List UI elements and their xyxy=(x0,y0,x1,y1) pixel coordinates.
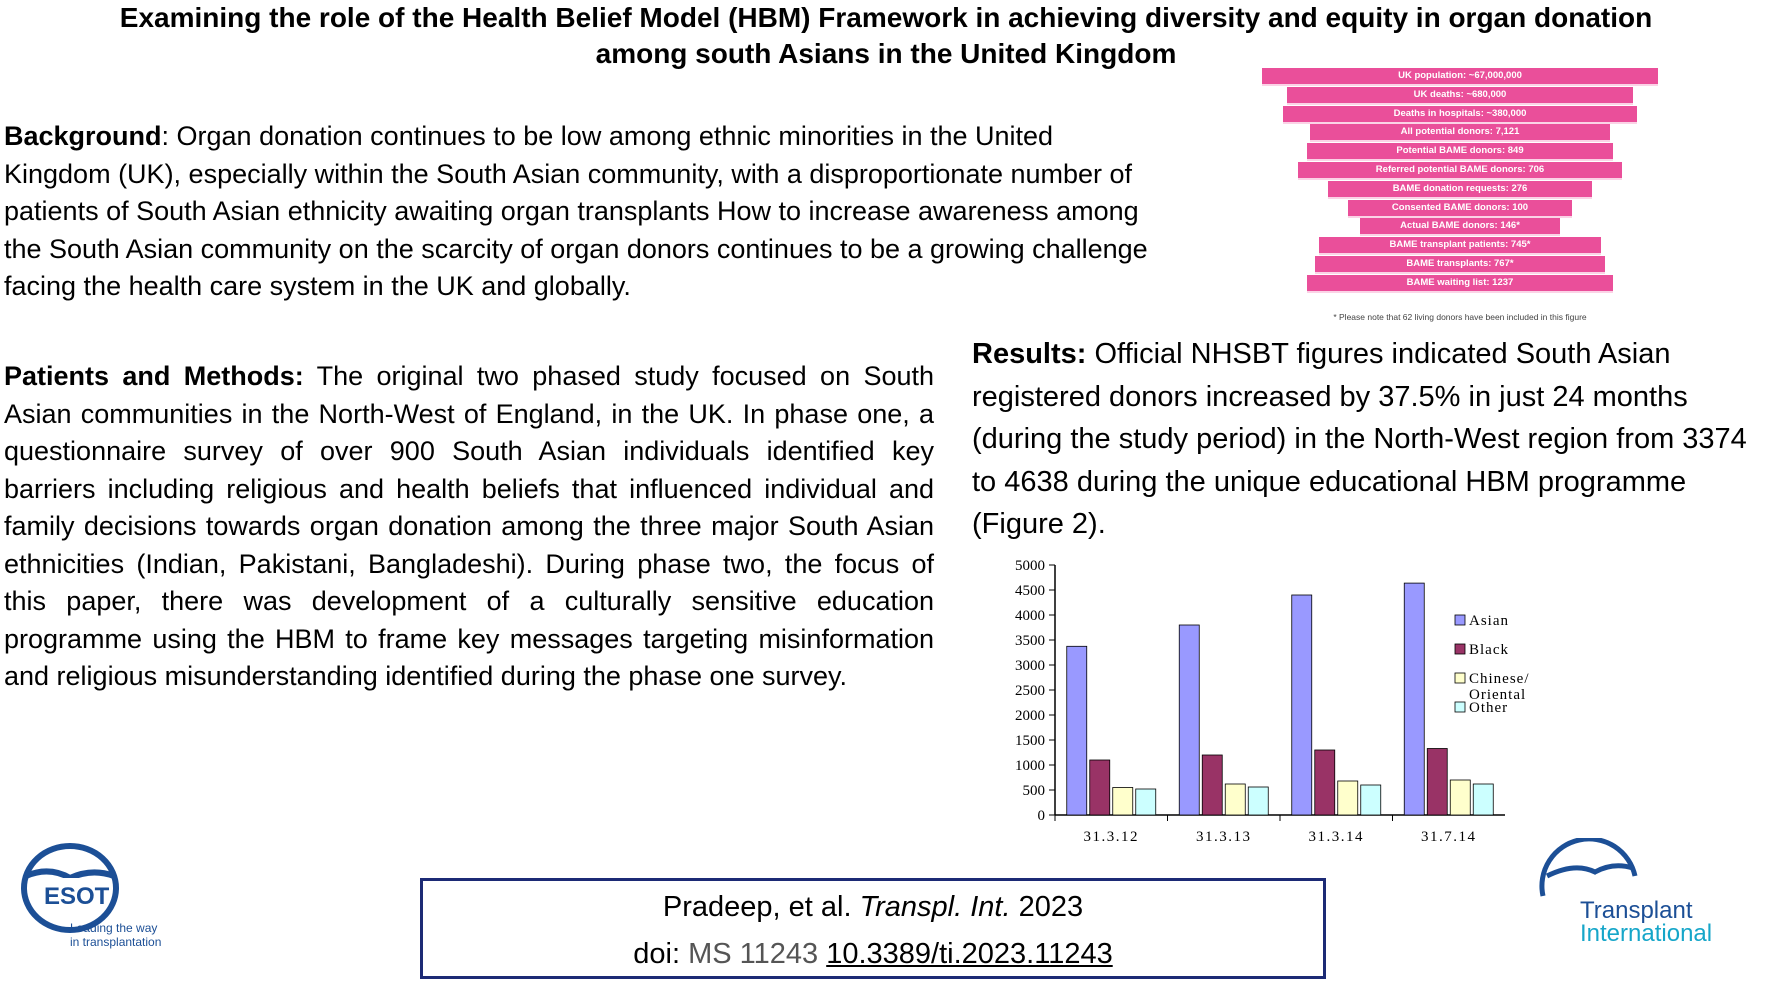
legend-label-1: Black xyxy=(1469,642,1509,658)
bar-black-1 xyxy=(1202,755,1222,815)
bar-other-3 xyxy=(1473,784,1493,815)
registered-donors-bar-chart xyxy=(995,555,1535,860)
y-tick-label-0: 0 xyxy=(1037,808,1045,824)
bar-asian-3 xyxy=(1404,583,1424,815)
x-tick-label-0: 31.3.12 xyxy=(1083,829,1139,845)
citation-authors: Pradeep, et al. xyxy=(662,891,860,923)
bar-chinese-oriental-2 xyxy=(1338,781,1358,815)
background-paragraph xyxy=(4,118,1164,306)
ti-logo-line-1: Transplant xyxy=(1580,897,1693,924)
funnel-footnote: * Please note that 62 living donors have been included in this figure xyxy=(1333,312,1587,322)
y-tick-label-5: 2500 xyxy=(1015,683,1045,699)
bar-chinese-oriental-3 xyxy=(1450,780,1470,815)
funnel-bar-4: All potential donors: 7,121 xyxy=(1310,124,1610,142)
citation-journal: Transpl. Int. xyxy=(859,891,1011,923)
funnel-bar-6: Referred potential BAME donors: 706 xyxy=(1298,162,1622,180)
citation-box xyxy=(420,878,1326,979)
funnel-bar-3: Deaths in hospitals: ~380,000 xyxy=(1283,106,1637,124)
x-tick-label-2: 31.3.14 xyxy=(1308,829,1364,845)
y-tick-label-6: 3000 xyxy=(1015,658,1045,674)
esot-logo-name: ESOT xyxy=(44,883,110,910)
funnel-bar-10: BAME transplant patients: 745* xyxy=(1319,237,1601,255)
ti-hands-icon xyxy=(1547,866,1633,876)
legend-swatch-3 xyxy=(1455,702,1465,712)
bar-black-3 xyxy=(1427,749,1447,816)
legend-swatch-2 xyxy=(1455,673,1465,683)
transplant-international-logo xyxy=(1525,838,1765,948)
funnel-bar-8: Consented BAME donors: 100 xyxy=(1348,200,1572,218)
y-tick-label-10: 5000 xyxy=(1015,558,1045,574)
funnel-bar-9: Actual BAME donors: 146* xyxy=(1360,218,1560,236)
bar-black-2 xyxy=(1315,750,1335,815)
methods-heading: Patients and Methods: xyxy=(4,361,304,391)
funnel-bar-1: UK population: ~67,000,000 xyxy=(1262,68,1658,86)
bar-asian-0 xyxy=(1067,646,1087,815)
x-tick-label-1: 31.3.13 xyxy=(1196,829,1252,845)
y-tick-label-9: 4500 xyxy=(1015,583,1045,599)
funnel-bar-12: BAME waiting list: 1237 xyxy=(1307,275,1613,293)
funnel-bar-2: UK deaths: ~680,000 xyxy=(1287,87,1633,105)
y-tick-label-8: 4000 xyxy=(1015,608,1045,624)
legend-swatch-0 xyxy=(1455,615,1465,625)
funnel-bar-5: Potential BAME donors: 849 xyxy=(1307,143,1613,161)
results-text: Official NHSBT figures indicated South Asian registered donors increased by 37.5% in just 24 months (during the study period) in the North-West region from 3374 to 4638 during the unique educational HBM programme (Figure 2). xyxy=(972,338,1747,540)
bar-chinese-oriental-0 xyxy=(1113,788,1133,816)
bar-asian-1 xyxy=(1179,625,1199,815)
bar-asian-2 xyxy=(1292,595,1312,815)
y-tick-label-2: 1000 xyxy=(1015,758,1045,774)
bar-chinese-oriental-1 xyxy=(1225,784,1245,815)
bar-black-0 xyxy=(1090,760,1110,815)
legend-label-2: Chinese/ Oriental xyxy=(1469,671,1530,703)
funnel-bar-7: BAME donation requests: 276 xyxy=(1328,181,1592,199)
funnel-bar-11: BAME transplants: 767* xyxy=(1315,256,1605,274)
esot-tagline-2: in transplantation xyxy=(70,935,162,949)
y-tick-label-4: 2000 xyxy=(1015,708,1045,724)
esot-logo xyxy=(14,838,184,953)
citation-doi-line xyxy=(423,938,1323,971)
title-line-1: Examining the role of the Health Belief Model (HBM) Framework in achieving diversity and equity in organ donation xyxy=(119,2,1653,33)
citation-year: 2023 xyxy=(1010,891,1084,923)
legend-label-0: Asian xyxy=(1469,613,1509,629)
donation-funnel-figure xyxy=(1250,68,1670,330)
results-paragraph xyxy=(972,333,1772,546)
y-tick-label-7: 3500 xyxy=(1015,633,1045,649)
ti-logo-line-2: International xyxy=(1580,920,1713,947)
results-heading: Results: xyxy=(972,338,1087,370)
legend-swatch-1 xyxy=(1455,644,1465,654)
legend-label-3: Other xyxy=(1469,700,1509,716)
citation-manuscript-number: MS 11243 xyxy=(688,938,827,970)
x-tick-label-3: 31.7.14 xyxy=(1421,829,1477,845)
methods-paragraph xyxy=(4,358,934,696)
title-line-2: among south Asians in the United Kingdom xyxy=(595,38,1177,69)
y-tick-label-3: 1500 xyxy=(1015,733,1045,749)
poster-title xyxy=(0,0,1772,72)
esot-tagline-1: Leading the way xyxy=(70,921,158,935)
y-tick-label-1: 500 xyxy=(1022,783,1045,799)
citation-doi-label: doi: xyxy=(633,938,689,970)
citation-reference xyxy=(423,891,1323,924)
background-heading: Background xyxy=(4,121,162,151)
methods-text: The original two phased study focused on South Asian communities in the North-West of England, in the UK. In phase one, a questionnaire survey of over 900 South Asian individuals identified key barriers including religious and health beliefs that influenced individual and family decisions towards organ donation among the three major South Asian ethnicities (Indian, Pakistani, Bangladeshi). During phase two, the focus of this paper, there was development of a culturally sensitive education programme using the HBM to frame key messages targeting misinformation and religious misunderstanding identified during the phase one survey. xyxy=(4,361,934,691)
background-text: : Organ donation continues to be low among ethnic minorities in the United Kingdom (UK), especially within the South Asian community, with a disproportionate number of patients of South Asian ethnicity awaiting organ transplants How to increase awareness among the South Asian community on the scarcity of organ donors continues to be a growing challenge facing the health care system in the UK and globally. xyxy=(4,121,1148,301)
bar-other-2 xyxy=(1361,785,1381,815)
bar-other-0 xyxy=(1136,789,1156,815)
esot-hands-icon xyxy=(26,871,114,878)
bar-other-1 xyxy=(1248,787,1268,815)
citation-doi-link[interactable]: 10.3389/ti.2023.11243 xyxy=(826,938,1113,970)
